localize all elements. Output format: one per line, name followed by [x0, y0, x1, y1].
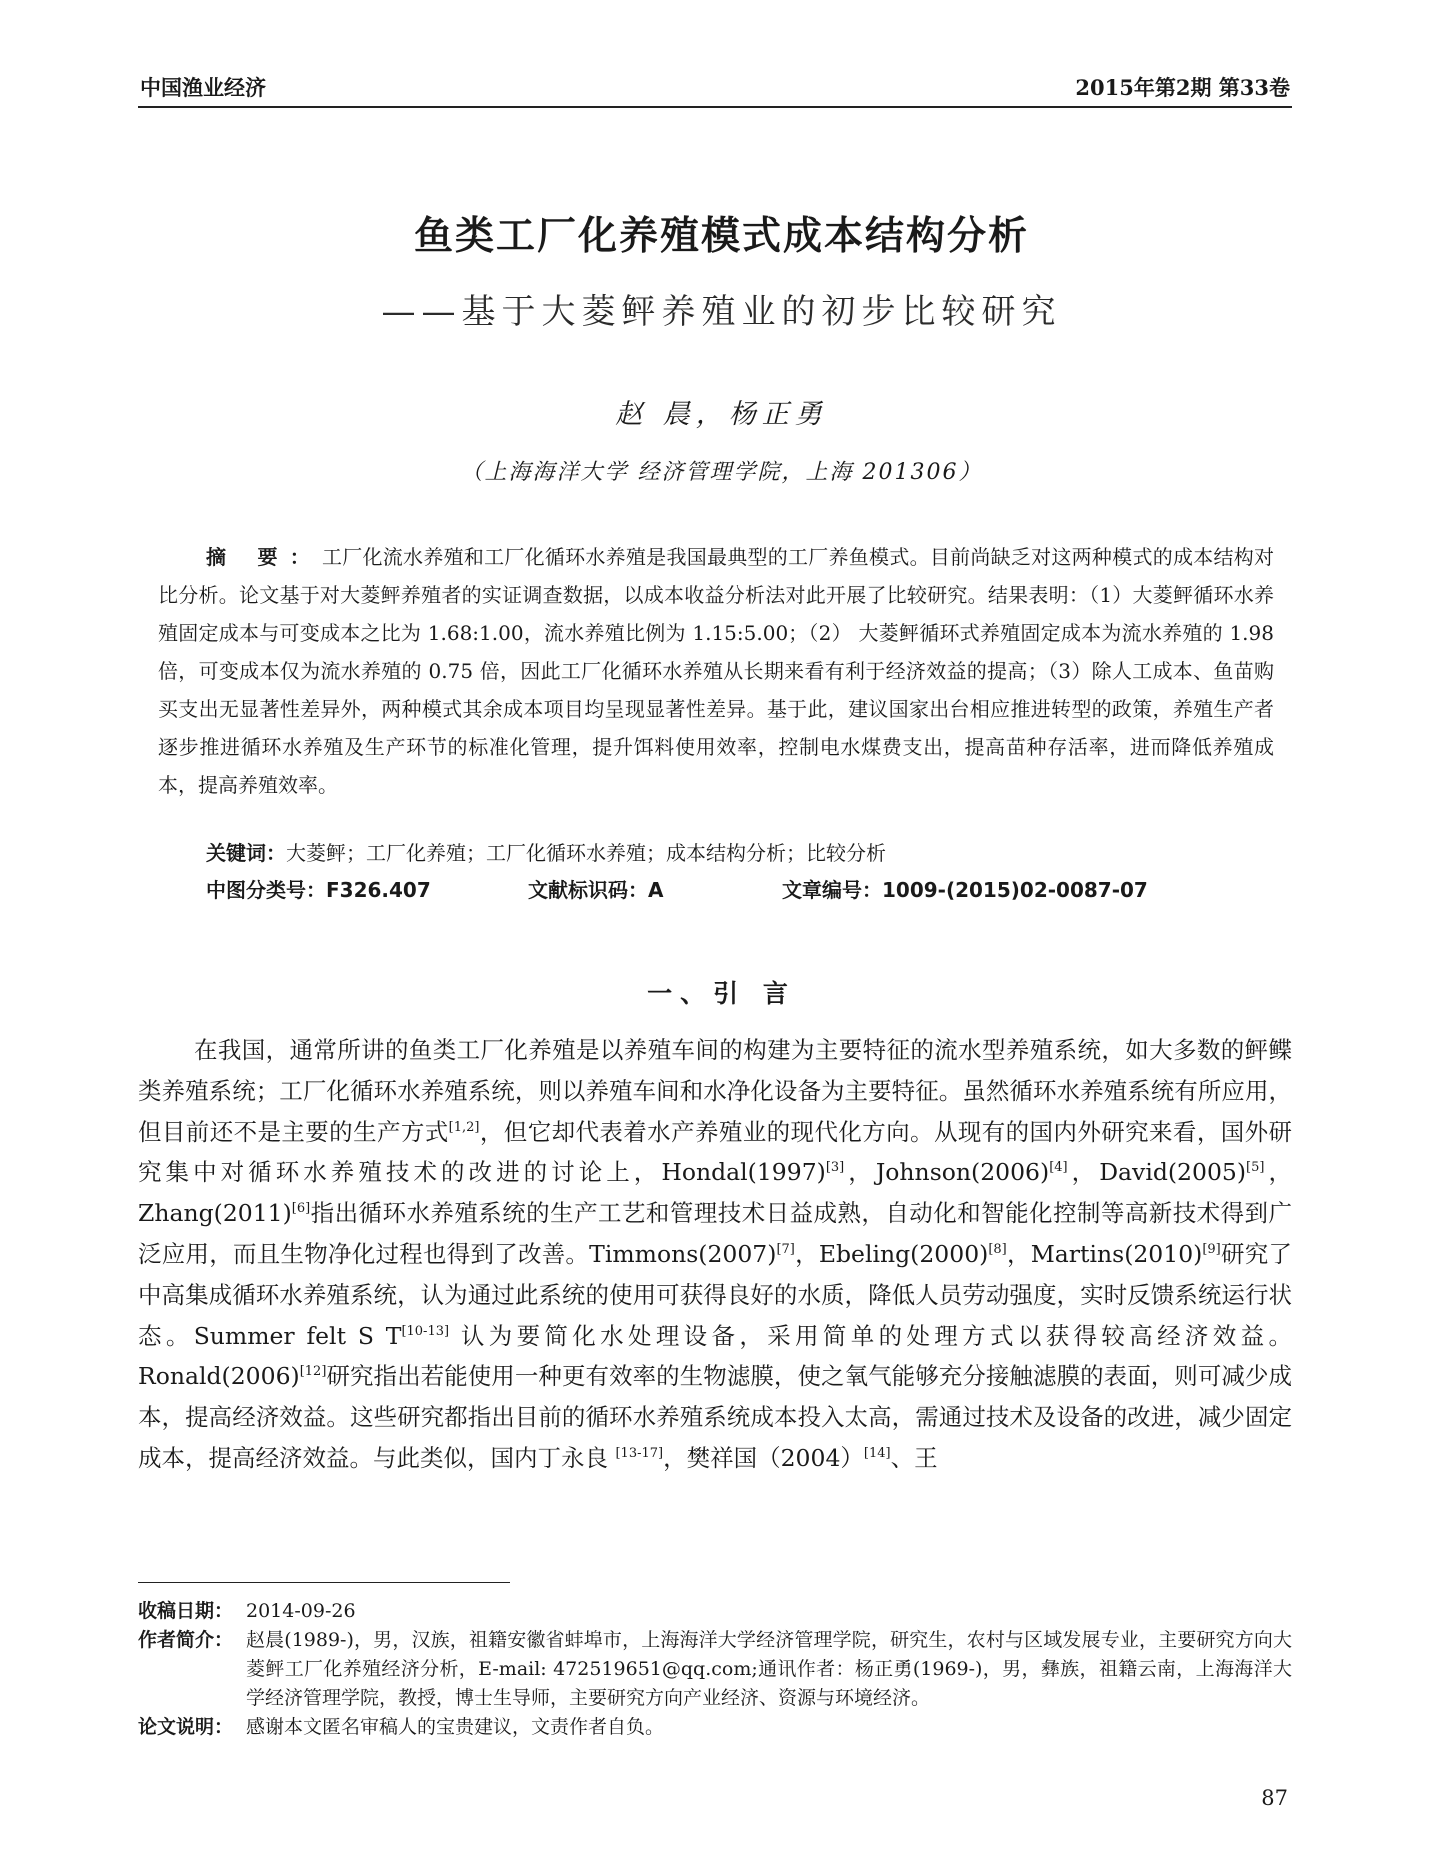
article-number: 文章编号：1009-(2015)02-0087-07 [782, 878, 1148, 902]
citation-ref: [8] [988, 1242, 1007, 1258]
author-bio-label: 作者简介： [138, 1629, 234, 1651]
keywords-label: 关键词： [206, 841, 286, 865]
citation-ref: [5] [1246, 1160, 1265, 1176]
citation-ref: [6] [291, 1201, 311, 1217]
citation-ref: [3] [825, 1160, 845, 1176]
text-run: 认为要简化水处理设备，采用简单的处理方式以获得较高经济效益。Ronald(2006) [138, 1321, 1292, 1391]
citation-ref: [1,2] [448, 1119, 480, 1135]
document-code: 文献标识码：A [528, 878, 664, 902]
text-run: 研究指出若能使用一种更有效率的生物滤膜，使之氧气能够充分接触滤膜的表面，则可减少成本，提高经济效益。这些研究都指出目前的循环水养殖系统成本投入太高，需通过技术及设备的改进，减少固定成本，提高经济效益。与此类似，国内丁永良 [138, 1362, 1292, 1472]
introduction-paragraph [138, 1030, 1292, 1479]
text-run: ，Johnson(2006) [844, 1158, 1050, 1187]
footnotes [138, 1597, 1292, 1742]
article-title: 鱼类工厂化养殖模式成本结构分析 [413, 214, 1029, 259]
text-run: 在我国，通常所讲的鱼类工厂化养殖是以养殖车间的构建为主要特征的流水型养殖系统，如大多数的鲆鲽类养殖系统；工厂化循环水养殖系统，则以养殖车间和水净化设备为主要特征。虽然循环水养殖系统有所应用，但目前还不是主要的生产方式 [138, 1036, 1292, 1146]
article-subtitle: ——基于大菱鲆养殖业的初步比较研究 [381, 292, 1062, 332]
citation-ref: [12] [299, 1364, 327, 1380]
footnote-divider [138, 1582, 510, 1583]
article-authors: 赵 晨，杨正勇 [615, 399, 828, 430]
text-run: ，樊祥国（2004） [663, 1443, 864, 1472]
footnote-note [138, 1713, 1292, 1742]
text-run: 指出循环水养殖系统的生产工艺和管理技术日益成熟，自动化和智能化控制等高新技术得到广泛应用，而且生物净化过程也得到了改善。Timmons(2007) [138, 1199, 1292, 1268]
citation-ref: [14] [863, 1446, 891, 1462]
text-run: 、王 [890, 1443, 938, 1472]
keywords-text: 大菱鲆；工厂化养殖；工厂化循环水养殖；成本结构分析；比较分析 [286, 841, 886, 865]
author-affiliation: （上海海洋大学 经济管理学院，上海 201306） [460, 460, 983, 485]
footnote-author [138, 1626, 1292, 1713]
text-run: 研究了中高集成循环水养殖系统，认为通过此系统的使用可获得良好的水质，降低人员劳动强度，实时反馈系统运行状态。Summer felt S T [138, 1239, 1293, 1350]
citation-ref: [4] [1049, 1160, 1068, 1176]
running-header [138, 72, 1292, 108]
citation-ref: [13-17] [615, 1446, 664, 1462]
author-bio: 赵晨(1989-)，男，汉族，祖籍安徽省蚌埠市，上海海洋大学经济管理学院，研究生，农村与区域发展专业，主要研究方向大菱鲆工厂化养殖经济分析，E-mail: 472519651@qq.com;通讯作者：杨正勇(1969-)，男，彝族，祖籍云南，上海海洋大学经济管理学院，教授，博士生导师，主要研究方向产业经济、资源与环境经济。 [246, 1629, 1292, 1709]
abstract-text: 工厂化流水养殖和工厂化循环水养殖是我国最典型的工厂养鱼模式。目前尚缺乏对这两种模式的成本结构对比分析。论文基于对大菱鲆养殖者的实证调查数据，以成本收益分析法对此开展了比较研究。结果表明：（1）大菱鲆循环水养殖固定成本与可变成本之比为 1.68:1.00，流水养殖比例为 1.15:5.00；（2） 大菱鲆循环式养殖固定成本为流水养殖的 1.98 倍，可变成本仅为流水养殖的 0.75 倍，因此工厂化循环水养殖从长期来看有利于经济效益的提高；（3）除人工成本、鱼苗购买支出无显著性差异外，两种模式其余成本项目均呈现显著性差异。基于此，建议国家出台相应推进转型的政策，养殖生产者逐步推进循环水养殖及生产环节的标准化管理，提升饵料使用效率，控制电水煤费支出，提高苗种存活率，进而降低养殖成本，提高养殖效率。 [158, 545, 1275, 797]
citation-ref: [10-13] [401, 1323, 450, 1339]
received-date: 2014-09-26 [246, 1600, 356, 1622]
abstract [158, 538, 1274, 804]
received-label: 收稿日期： [138, 1600, 234, 1622]
citation-ref: [9] [1202, 1242, 1221, 1258]
abstract-label: 摘 要： [206, 545, 323, 569]
footnote-received [138, 1597, 1292, 1626]
text-run: ，Martins(2010) [1006, 1239, 1203, 1268]
note-text: 感谢本文匿名审稿人的宝贵建议，文责作者自负。 [246, 1716, 665, 1738]
text-run: ，Zhang(2011) [138, 1158, 1292, 1228]
keywords [206, 836, 1276, 870]
page-number: 87 [1261, 1786, 1288, 1810]
note-label: 论文说明： [138, 1716, 234, 1738]
text-run: ，但它却代表着水产养殖业的现代化方向。从现有的国内外研究来看，国外研究集中对循环水养殖技术的改进的讨论上，Hondal(1997) [138, 1117, 1293, 1187]
clc-number: 中图分类号：F326.407 [206, 878, 431, 902]
text-run: ，David(2005) [1067, 1158, 1247, 1187]
section-heading-introduction: 一、引 言 [647, 979, 796, 1008]
text-run: ，Ebeling(2000) [794, 1239, 989, 1268]
citation-ref: [7] [776, 1242, 795, 1258]
journal-name: 中国渔业经济 [140, 75, 266, 100]
issue-info: 2015年第2期 第33卷 [1075, 75, 1290, 100]
